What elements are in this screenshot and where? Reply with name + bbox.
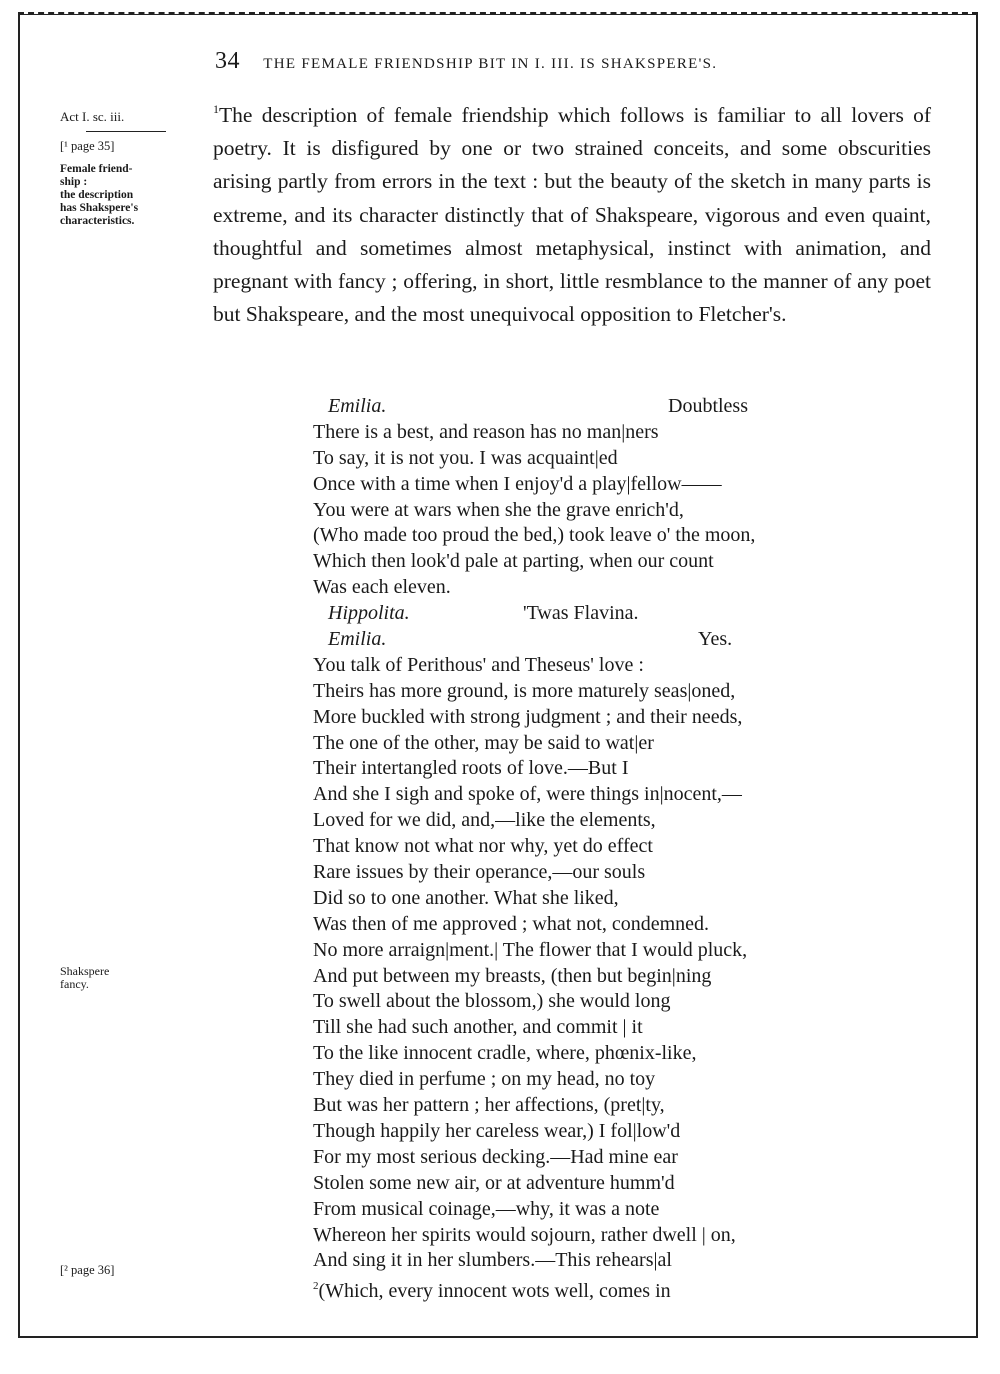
speech-heading xyxy=(313,627,755,653)
verse-line: To swell about the blossom,) she would long xyxy=(313,990,671,1013)
prose-paragraph xyxy=(213,93,931,331)
verse-line: To say, it is not you. I was acquaint|ed xyxy=(313,446,618,469)
prose-text: The description of female friendship which follows is familiar to all lovers of poetry. It is disfigured by one or two strained conceits, and some obscurities arising partly from errors in the text : but the beauty of the sketch in many parts is extreme, and its character distinctly that of Shakspeare, vigorous and even quaint, thoughtful and sometimes almost metaphysical, instinct with animation, and pregnant with fancy ; offering, in short, little resmblance to the manner of any poet but Shakspeare, and the most unequivocal opposition to Fletcher's. xyxy=(213,103,931,327)
verse-line: Their intertangled roots of love.—But I xyxy=(313,757,629,780)
verse-line: Theirs has more ground, is more maturely seas|oned, xyxy=(313,679,736,702)
margin-note-line: fancy. xyxy=(60,977,89,991)
margin-note-line: characteristics. xyxy=(60,215,135,227)
verse-line: From musical coinage,—why, it was a note xyxy=(313,1197,660,1220)
speech-cue: 'Twas Flavina. xyxy=(523,602,639,625)
margin-note-line: Shakspere xyxy=(60,964,110,978)
verse-line: Till she had such another, and commit | it xyxy=(313,1016,643,1039)
speaker-name: Hippolita. xyxy=(328,602,410,625)
verse-line: Stolen some new air, or at adventure humm'd xyxy=(313,1171,675,1194)
running-header xyxy=(215,48,717,75)
header-title: THE FEMALE FRIENDSHIP BIT IN I. III. IS SHAKSPERE'S. xyxy=(263,56,718,72)
speech-heading xyxy=(313,601,755,627)
footnote-marker: 2 xyxy=(313,1280,319,1293)
margin-page-ref-1: [¹ page 35] xyxy=(60,139,115,153)
verse-line: Did so to one another. What she liked, xyxy=(313,886,619,909)
verse-line: More buckled with strong judgment ; and their needs, xyxy=(313,705,743,728)
footnote-marker: 1 xyxy=(213,102,219,116)
verse-line-last xyxy=(313,1274,755,1303)
verse-line: Once with a time when I enjoy'd a play|fellow—— xyxy=(313,472,722,495)
verse-line: No more arraign|ment.| The flower that I would pluck, xyxy=(313,938,748,961)
page-number: 34 xyxy=(215,48,240,74)
verse-line: That know not what nor why, yet do effect xyxy=(313,835,653,858)
verse-line: Loved for we did, and,—like the elements, xyxy=(313,809,656,832)
margin-note-line: Female friend- xyxy=(60,163,133,175)
verse-line-text: (Which, every innocent wots well, comes in xyxy=(318,1280,671,1303)
verse-line: And she I sigh and spoke of, were things in|nocent,— xyxy=(313,783,742,806)
margin-note-fancy xyxy=(60,965,200,991)
margin-note-friendship xyxy=(60,163,200,228)
margin-note-line: ship : xyxy=(60,176,88,188)
verse-line: Though happily her careless wear,) I fol|low'd xyxy=(313,1119,681,1142)
margin-act-ref: Act I. sc. iii. xyxy=(60,109,125,124)
verse-line: They died in perfume ; on my head, no toy xyxy=(313,1068,656,1091)
margin-note-line: has Shakspere's xyxy=(60,202,139,214)
margin-page-ref-2: [² page 36] xyxy=(60,1263,115,1277)
verse-block xyxy=(313,394,756,1303)
verse-line: Rare issues by their operance,—our souls xyxy=(313,861,646,884)
speaker-name: Emilia. xyxy=(328,628,387,651)
verse-line: Was then of me approved ; what not, condemned. xyxy=(313,912,710,935)
speech-cue: Yes. xyxy=(698,628,733,651)
speech-heading xyxy=(313,394,755,420)
verse-line: And put between my breasts, (then but begin|ning xyxy=(313,964,712,987)
verse-line: (Who made too proud the bed,) took leave o' the moon, xyxy=(313,524,756,547)
speaker-name: Emilia. xyxy=(328,395,387,417)
margin-note-line: the description xyxy=(60,189,134,201)
verse-line: Was each eleven. xyxy=(313,576,451,599)
verse-line: Which then look'd pale at parting, when our count xyxy=(313,550,714,573)
verse-line: The one of the other, may be said to wat|er xyxy=(313,731,654,754)
verse-line: To the like innocent cradle, where, phœnix-like, xyxy=(313,1042,697,1065)
verse-line: And sing it in her slumbers.—This rehears|al xyxy=(313,1249,672,1272)
verse-line: Whereon her spirits would sojourn, rather dwell | on, xyxy=(313,1223,736,1246)
speech-cue: Doubtless xyxy=(668,395,748,417)
verse-line: For my most serious decking.—Had mine ear xyxy=(313,1145,678,1168)
verse-line: You were at wars when she the grave enrich'd, xyxy=(313,498,684,521)
verse-line: You talk of Perithous' and Theseus' love : xyxy=(313,653,644,676)
verse-line: There is a best, and reason has no man|ners xyxy=(313,420,659,443)
margin-rule xyxy=(86,131,166,132)
verse-line: But was her pattern ; her affections, (pret|ty, xyxy=(313,1094,665,1117)
